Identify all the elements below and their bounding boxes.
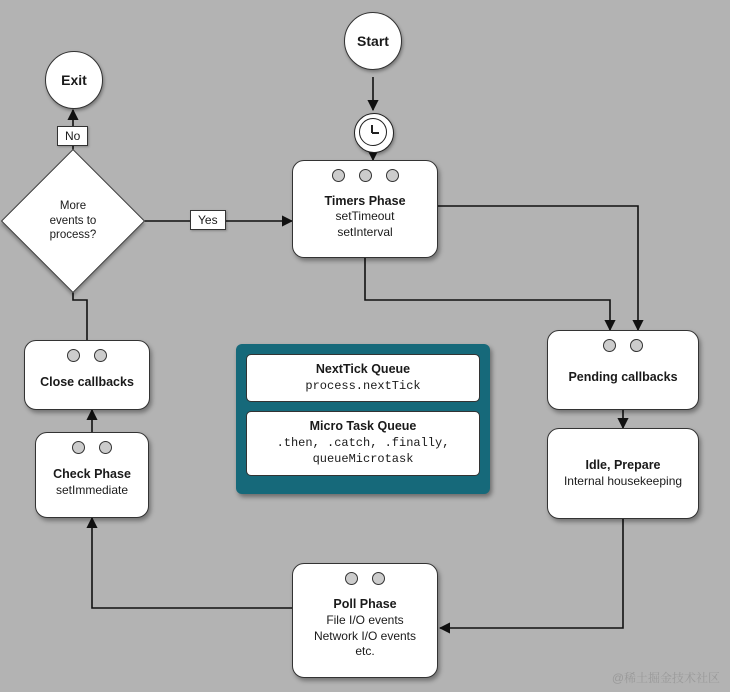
node-exit[interactable] (45, 51, 103, 109)
dot (372, 572, 385, 585)
decision-more-events[interactable] (22, 170, 124, 272)
edge-timers-bottom-to-pending (365, 258, 610, 330)
queue-panel (236, 344, 490, 494)
clock-minute-hand (372, 132, 379, 134)
timers-phase-dots (293, 169, 437, 182)
watermark: @稀土掘金技术社区 (611, 671, 720, 685)
poll-phase-line-2: Network I/O events (313, 628, 417, 643)
node-close-callbacks[interactable] (24, 340, 150, 410)
dot (72, 441, 85, 454)
poll-phase-line-3: etc. (355, 644, 375, 659)
dot (99, 441, 112, 454)
node-idle-prepare[interactable] (547, 428, 699, 519)
micro-task-queue-code-line-1: .then, .catch, .finally, (276, 436, 450, 451)
edge-idle-to-poll (440, 519, 623, 628)
node-timers-phase[interactable] (292, 160, 438, 258)
node-start[interactable] (344, 12, 402, 70)
poll-phase-line-1: File I/O events (326, 612, 404, 627)
decision-line-3: process? (49, 229, 97, 242)
edge-label-no-text: No (65, 129, 81, 143)
edge-label-yes (190, 210, 226, 230)
poll-phase-dots (293, 572, 437, 585)
idle-prepare-subtitle: Internal housekeeping (563, 473, 683, 488)
dot (359, 169, 372, 182)
check-phase-dots (36, 441, 148, 454)
dot (94, 349, 107, 362)
micro-task-queue-code-line-2: queueMicrotask (312, 452, 414, 467)
dot (603, 339, 616, 352)
edge-label-yes-text: Yes (198, 213, 218, 227)
timers-phase-title: Timers Phase (324, 193, 406, 208)
check-phase-subtitle: setImmediate (55, 483, 129, 498)
micro-task-queue-title: Micro Task Queue (309, 419, 417, 434)
poll-phase-title: Poll Phase (333, 597, 397, 612)
micro-task-queue-card[interactable] (246, 411, 480, 475)
node-check-phase[interactable] (35, 432, 149, 518)
edge-label-no (57, 126, 88, 146)
edge-poll-to-check (92, 518, 296, 608)
decision-line-1: More (59, 200, 87, 213)
timers-phase-line-2: setInterval (337, 224, 393, 239)
decision-line-2: events to (49, 214, 97, 227)
close-callbacks-dots (25, 349, 149, 362)
node-start-label: Start (357, 33, 389, 49)
close-callbacks-title: Close callbacks (40, 375, 134, 390)
node-exit-label: Exit (61, 72, 87, 88)
next-tick-queue-title: NextTick Queue (315, 362, 411, 376)
idle-prepare-title: Idle, Prepare (585, 457, 661, 472)
pending-callbacks-title: Pending callbacks (568, 370, 678, 385)
dot (332, 169, 345, 182)
dot (630, 339, 643, 352)
timers-phase-line-1: setTimeout (335, 209, 395, 224)
dot (345, 572, 358, 585)
next-tick-queue-code: process.nextTick (305, 379, 421, 393)
dot (67, 349, 80, 362)
edge-timers-to-pending (438, 206, 638, 330)
node-poll-phase[interactable] (292, 563, 438, 678)
dot (386, 169, 399, 182)
node-pending-callbacks[interactable] (547, 330, 699, 410)
decision-label (22, 170, 124, 272)
next-tick-queue-card[interactable] (246, 354, 480, 402)
check-phase-title: Check Phase (53, 467, 131, 482)
pending-callbacks-dots (548, 339, 698, 352)
clock-icon (354, 113, 394, 153)
